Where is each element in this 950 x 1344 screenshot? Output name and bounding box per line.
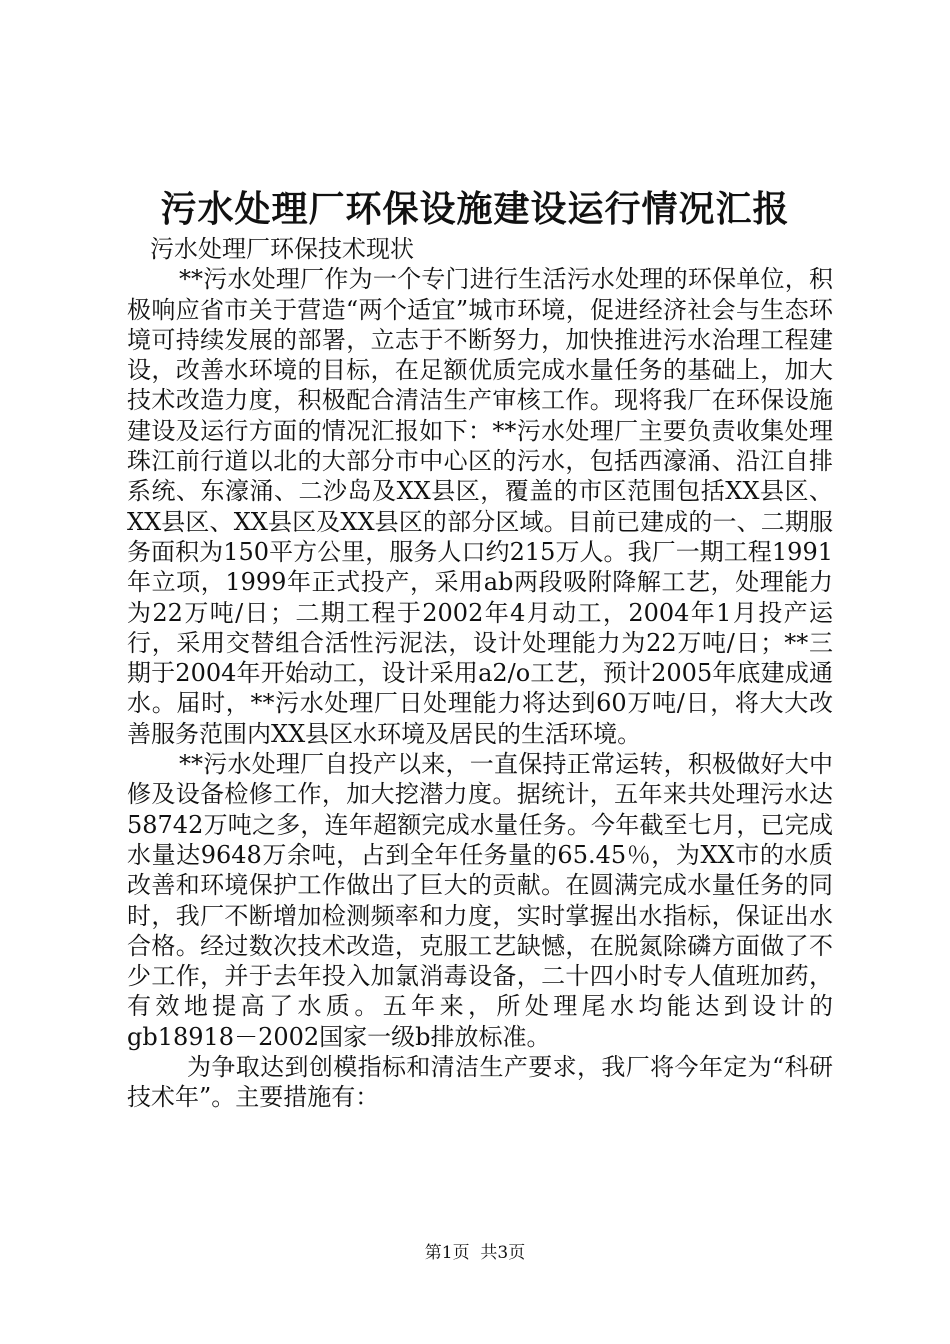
section-subtitle: 污水处理厂环保技术现状 <box>150 235 414 263</box>
page-footer <box>0 1241 950 1265</box>
document-body <box>127 234 833 1113</box>
body-paragraph-1: **污水处理厂作为一个专门进行生活污水处理的环保单位，积极响应省市关于营造“两个适宜”城市环境，促进经济社会与生态环境可持续发展的部署，立志于不断努力，加快推进污水治理工程建设，改善水环境的目标，在足额优质完成水量任务的基础上，加大技术改造力度，积极配合清洁生产审核工作。现将我厂在环保设施建设及运行方面的情况汇报如下：**污水处理厂主要负责收集处理珠江前行道以北的大部分市中心区的污水，包括西濠涌、沿江自排系统、东濠涌、二沙岛及XX县区，覆盖的市区范围包括XX县区、XX县区、XX县区及XX县区的部分区域。目前已建成的一、二期服务面积为150平方公里，服务人口约215万人。我厂一期工程1991年立项，1999年正式投产，采用ab两段吸附降解工艺，处理能力为22万吨/日；二期工程于2002年4月动工，2004年1月投产运行，采用交替组合活性污泥法，设计处理能力为22万吨/日；**三期于2004年开始动工，设计采用a2/o工艺，预计2005年底建成通水。届时，**污水处理厂日处理能力将达到60万吨/日，将大大改善服务范围内XX县区水环境及居民的生活环境。 <box>127 265 833 748</box>
document-title: 污水处理厂环保设施建设运行情况汇报 <box>160 188 790 230</box>
body-paragraph-2: **污水处理厂自投产以来，一直保持正常运转，积极做好大中修及设备检修工作，加大挖潜力度。据统计，五年来共处理污水达58742万吨之多，连年超额完成水量任务。今年截至七月，已完成水量达9648万余吨，占到全年任务量的65.45％，为XX市的水质改善和环境保护工作做出了巨大的贡献。在圆满完成水量任务的同时，我厂不断增加检测频率和力度，实时掌握出水指标，保证出水合格。经过数次技术改造，克服工艺缺憾，在脱氮除磷方面做了不少工作，并于去年投入加氯消毒设备，二十四小时专人值班加药，有效地提高了水质。五年来，所处理尾水均能达到设计的gb18918－2002国家一级b排放标准。 <box>127 750 833 1051</box>
page-number-indicator: 第1页 共3页 <box>424 1243 526 1263</box>
body-paragraph-3: 为争取达到创模指标和清洁生产要求，我厂将今年定为“科研技术年”。主要措施有： <box>127 1053 833 1112</box>
